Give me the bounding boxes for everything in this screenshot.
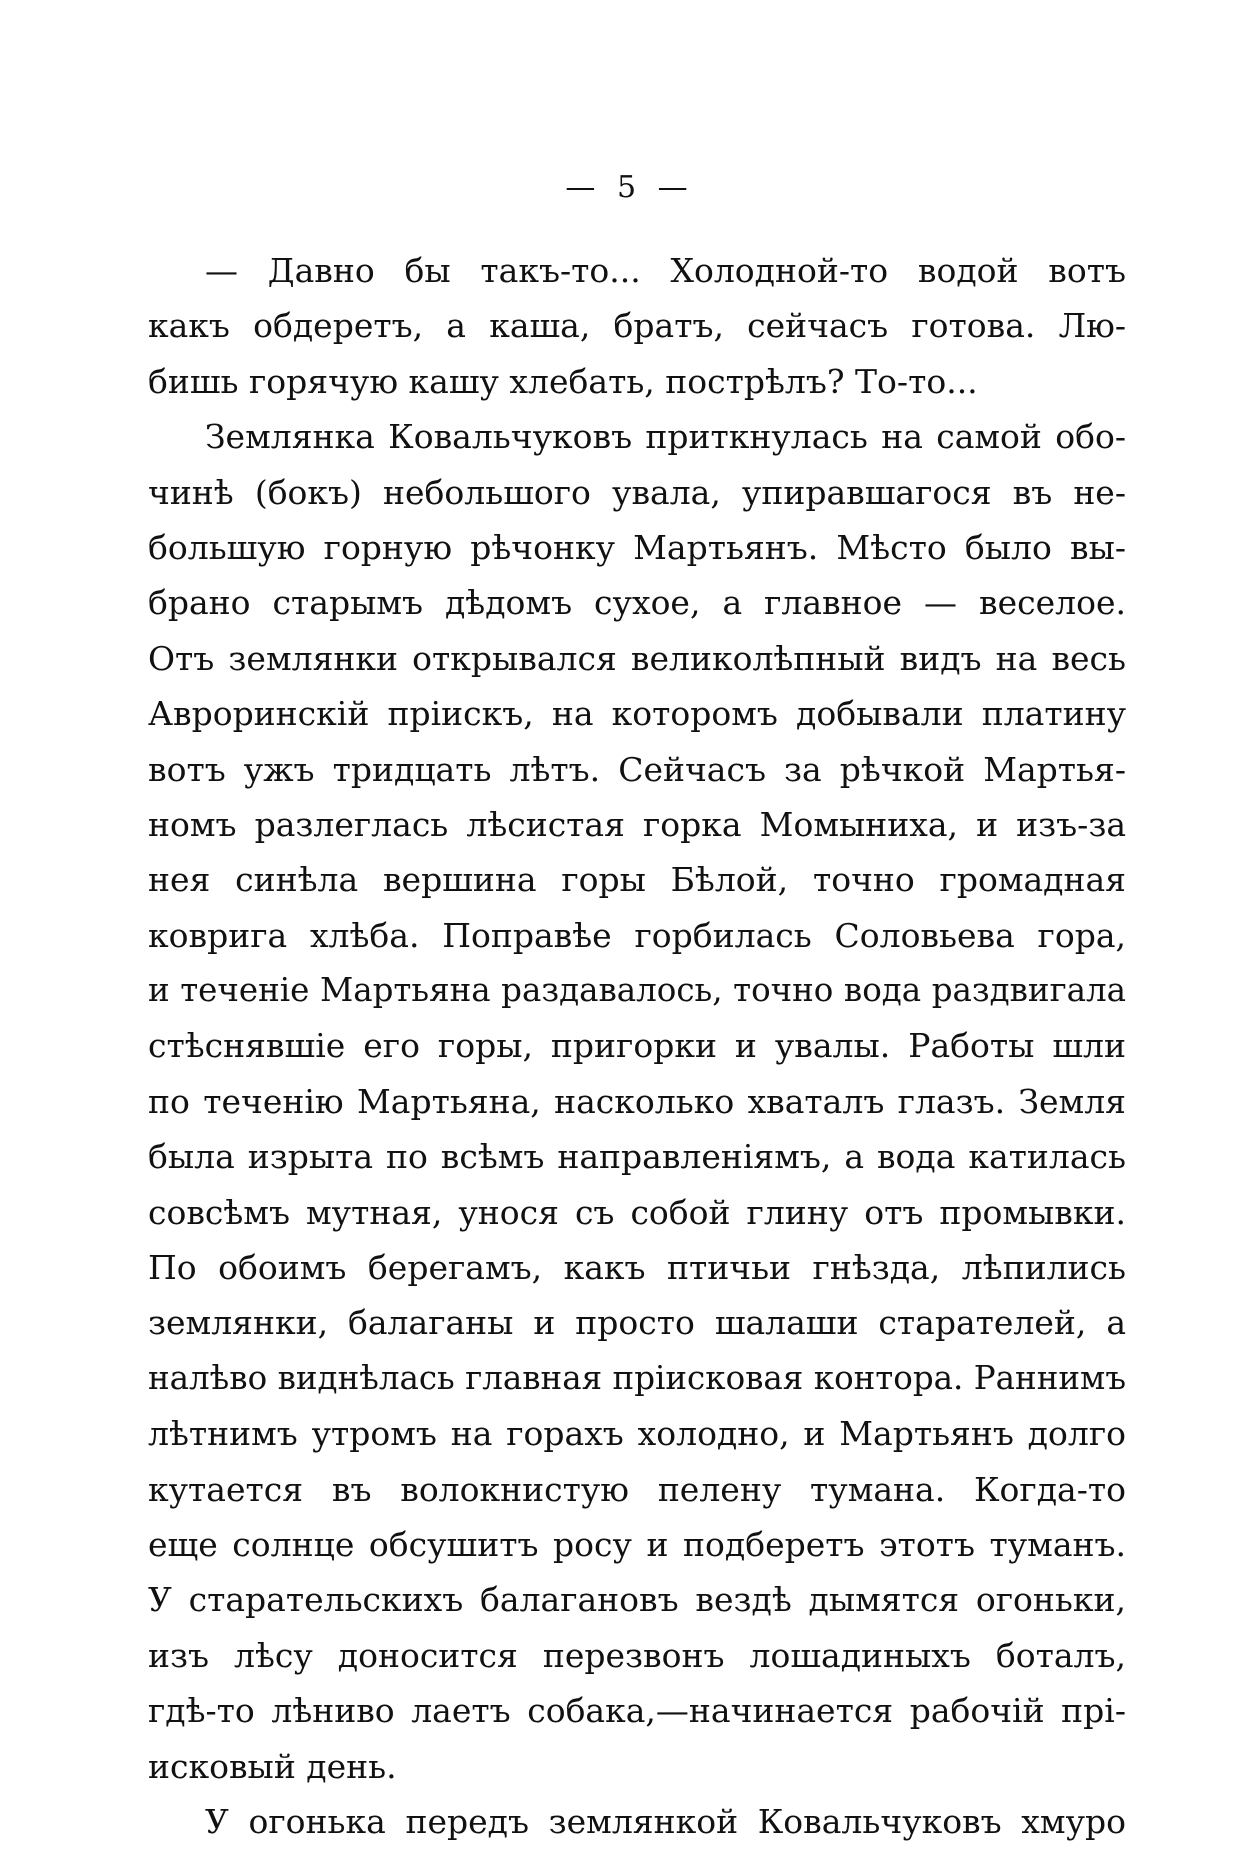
text-line: чинѣ (бокъ) небольшого увала, упиравшагося въ не- — [148, 472, 1126, 512]
text-line: еще солнце обсушитъ росу и подберетъ этотъ туманъ. — [148, 1524, 1126, 1564]
text-line: землянки, балаганы и просто шалаши старателей, а — [148, 1303, 1126, 1343]
text-line: какъ обдеретъ, а каша, братъ, сейчасъ готова. Лю- — [148, 306, 1126, 346]
text-line: коврига хлѣба. Поправѣе горбилась Соловьева гора, — [148, 915, 1126, 955]
text-line: брано старымъ дѣдомъ сухое, а главное — веселое. — [148, 583, 1126, 623]
text-line: и теченіе Мартьяна раздавалось, точно вода раздвигала — [148, 971, 1126, 1010]
text-line: гдѣ-то лѣниво лаетъ собака,—начинается рабочій прі- — [148, 1691, 1126, 1731]
text-line: Отъ землянки открывался великолѣпный видъ на весь — [148, 638, 1126, 678]
text-line: бишь горячую кашу хлебать, пострѣлъ? То-то... — [148, 361, 978, 401]
text-line: кутается въ волокнистую пелену тумана. Когда-то — [148, 1469, 1126, 1509]
text-line: была изрыта по всѣмъ направленіямъ, а вода катилась — [148, 1137, 1126, 1177]
body-text — [148, 243, 1126, 1849]
text-line: по теченію Мартьяна, насколько хваталъ глазъ. Земля — [148, 1081, 1126, 1121]
text-line: исковый день. — [148, 1746, 397, 1786]
text-line: большую горную рѣчонку Мартьянъ. Мѣсто было вы- — [148, 527, 1126, 567]
text-line: У огонька передъ землянкой Ковальчуковъ хмуро — [205, 1801, 1126, 1841]
text-line: номъ разлеглась лѣсистая горка Момыниха, и изъ-за — [148, 804, 1126, 844]
text-line: совсѣмъ мутная, унося съ собой глину отъ промывки. — [148, 1192, 1126, 1232]
text-line: вотъ ужъ тридцать лѣтъ. Сейчасъ за рѣчкой Мартья- — [148, 749, 1126, 789]
text-line: Землянка Ковальчуковъ приткнулась на самой обо- — [205, 417, 1126, 457]
text-line: налѣво виднѣлась главная пріисковая контора. Раннимъ — [148, 1358, 1126, 1397]
text-line: По обоимъ берегамъ, какъ птичьи гнѣзда, лѣпились — [148, 1248, 1126, 1288]
text-line: нея синѣла вершина горы Бѣлой, точно громадная — [148, 860, 1126, 900]
page-number: — 5 — — [565, 170, 694, 205]
text-line: — Давно бы такъ-то... Холодной-то водой вотъ — [205, 251, 1126, 290]
text-line: Авроринскій пріискъ, на которомъ добывали платину — [148, 694, 1126, 734]
text-line: У старательскихъ балагановъ вездѣ дымятся огоньки, — [148, 1580, 1126, 1620]
text-line: лѣтнимъ утромъ на горахъ холодно, и Мартьянъ долго — [148, 1414, 1126, 1454]
text-line: изъ лѣсу доносится перезвонъ лошадиныхъ боталъ, — [148, 1635, 1126, 1675]
text-line: стѣснявшіе его горы, пригорки и увалы. Работы шли — [148, 1026, 1126, 1066]
